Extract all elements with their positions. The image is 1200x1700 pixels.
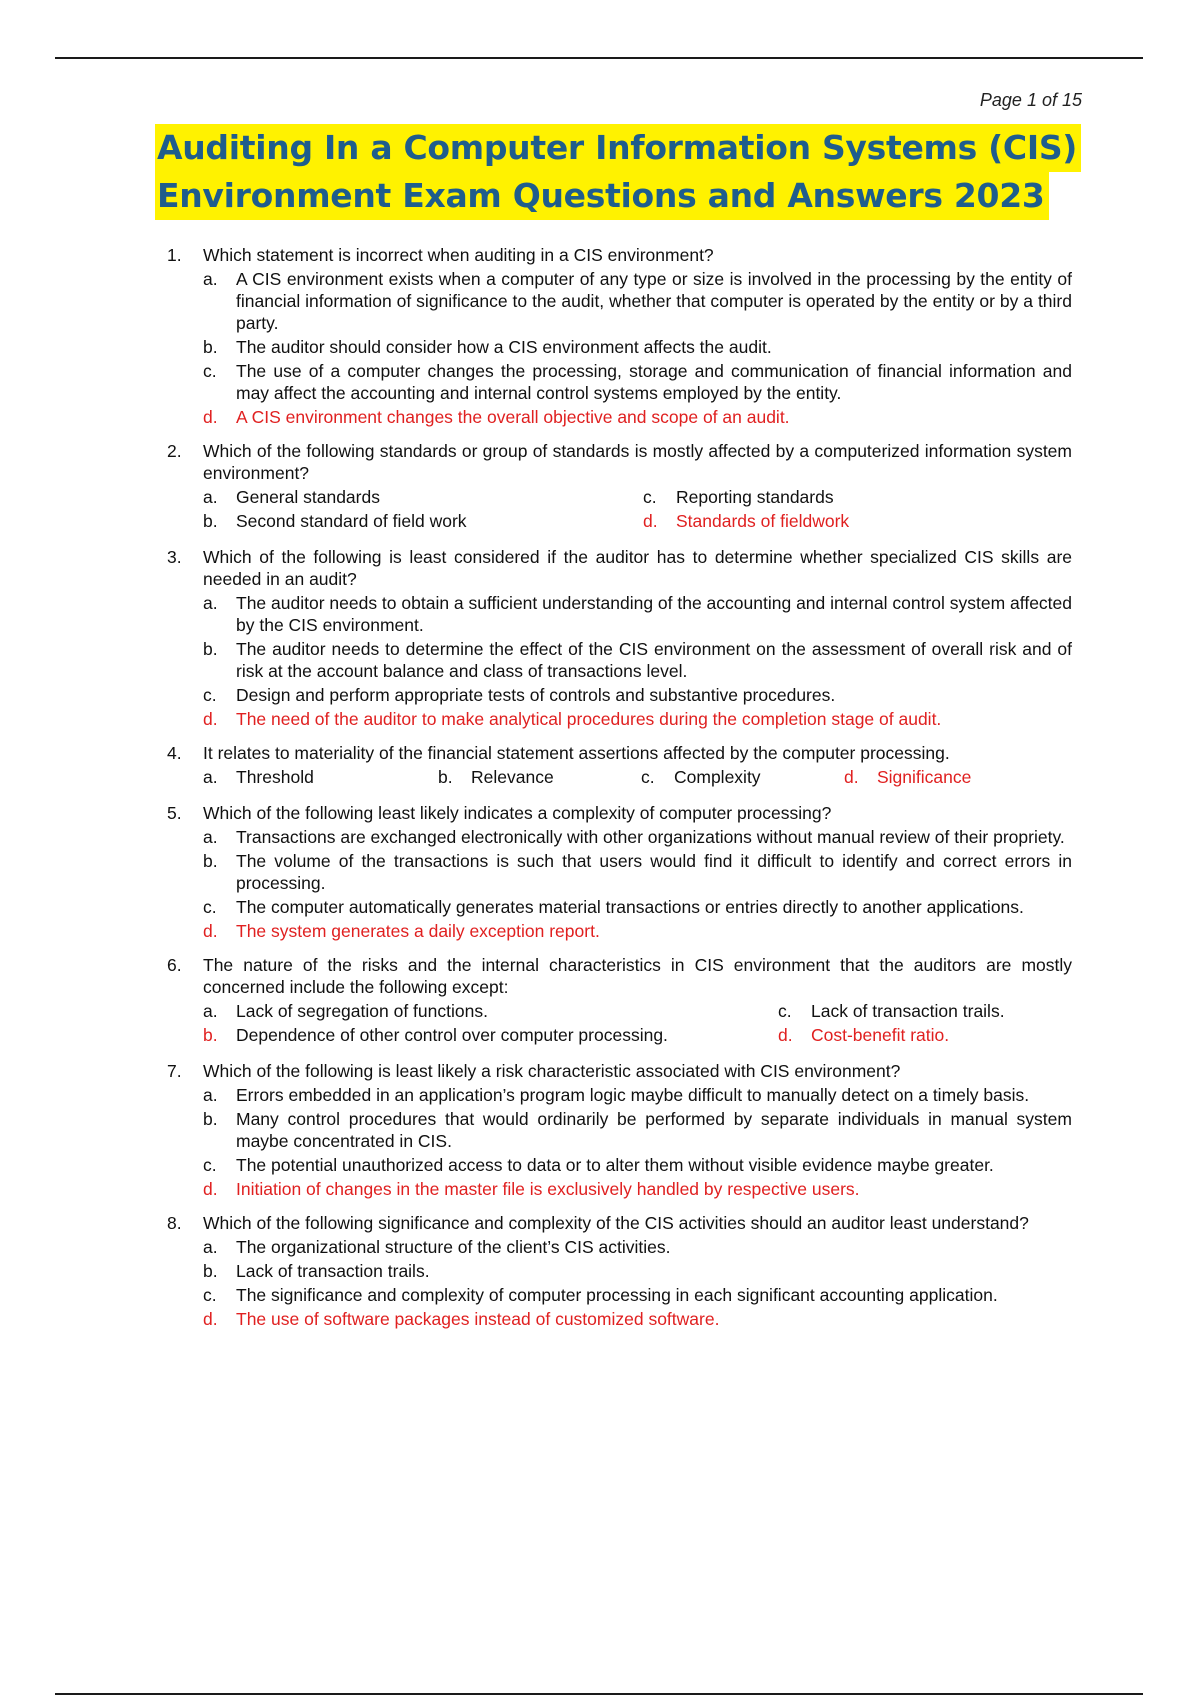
option-text: Threshold [236,767,314,787]
option-d-answer [203,708,1072,730]
option-text: Second standard of field work [236,511,467,531]
option-letter: d. [203,921,218,941]
option-letter: d. [203,1309,218,1329]
option-letter: a. [203,827,218,847]
page-number: Page 1 of 15 [979,90,1082,110]
option-letter: c. [203,1155,217,1175]
option-b [203,638,1072,682]
option-text: General standards [236,487,380,507]
option-b [203,336,1072,358]
option-text: Standards of fieldwork [676,511,850,531]
question-text: Which of the following significance and complexity of the CIS activities should an auditor least understand? [203,1213,1029,1233]
option-letter: c. [203,1285,217,1305]
question-number: 1. [167,245,182,265]
option-text: A CIS environment exists when a computer of any type or size is involved in the processing by the entity of financial information of significance to the audit, whether that computer is operated by the entity or by a third party. [236,269,1072,333]
option-text: Cost-benefit ratio. [811,1025,950,1045]
option-grid [203,766,1072,790]
question-7 [167,1060,1072,1200]
option-letter: c. [203,685,217,705]
option-text: Relevance [471,767,554,787]
option-a [203,1000,778,1022]
option-c [643,486,1072,508]
question-number: 4. [167,743,182,763]
option-letter: d. [643,511,658,531]
option-grid [203,486,1072,534]
question-number: 3. [167,547,182,567]
question-1 [167,244,1072,428]
option-text: Lack of transaction trails. [236,1261,430,1281]
question-2 [167,440,1072,534]
option-b [203,510,643,532]
option-list [203,268,1072,428]
option-d-answer [203,1178,1072,1200]
option-text: The potential unauthorized access to data or to alter them without visible evidence maybe greater. [236,1155,994,1175]
option-c [203,1154,1072,1176]
option-text: Significance [877,767,972,787]
option-letter: c. [641,767,655,787]
option-c [203,360,1072,404]
question-3 [167,546,1072,730]
document-title [155,124,1078,220]
question-list [167,244,1072,1342]
option-letter: d. [778,1025,793,1045]
question-text: Which of the following is least considered if the auditor has to determine whether specialized CIS skills are needed in an audit? [203,547,1072,589]
option-letter: a. [203,269,218,289]
question-number: 7. [167,1061,182,1081]
option-text: A CIS environment changes the overall objective and scope of an audit. [236,407,790,427]
question-text: Which of the following is least likely a risk characteristic associated with CIS environment? [203,1061,901,1081]
title-line-2: Environment Exam Questions and Answers 2023 [155,172,1049,220]
option-a [203,826,1072,848]
option-letter: a. [203,593,218,613]
option-letter: b. [203,1025,218,1045]
option-d-answer [203,920,1072,942]
option-list [203,1236,1072,1330]
option-letter: a. [203,767,218,787]
option-letter: b. [203,851,218,871]
question-text: Which of the following standards or group of standards is mostly affected by a computerized information system environment? [203,441,1072,483]
question-5 [167,802,1072,942]
option-text: The auditor should consider how a CIS environment affects the audit. [236,337,772,357]
option-b [203,850,1072,894]
option-letter: d. [203,407,218,427]
option-grid [203,1000,1072,1048]
title-line-1: Auditing In a Computer Information Systems (CIS) [155,124,1081,172]
option-text: Transactions are exchanged electronically with other organizations without manual review of their propriety. [236,827,1065,847]
option-text: The need of the auditor to make analytical procedures during the completion stage of audit. [236,709,942,729]
option-a [203,268,1072,334]
option-letter: c. [778,1001,792,1021]
option-text: The system generates a daily exception report. [236,921,600,941]
option-letter: c. [643,487,657,507]
top-rule [55,57,1143,59]
option-text: The auditor needs to determine the effect of the CIS environment on the assessment of overall risk and of risk at the account balance and class of transactions level. [236,639,1072,681]
option-letter: a. [203,1001,218,1021]
option-text: Many control procedures that would ordinarily be performed by separate individuals in manual system maybe concentrated in CIS. [236,1109,1072,1151]
option-letter: b. [203,337,218,357]
option-letter: b. [203,639,218,659]
option-a [203,486,643,508]
option-text: Dependence of other control over computer processing. [236,1025,668,1045]
option-letter: a. [203,1237,218,1257]
option-letter: d. [203,1179,218,1199]
option-c [641,766,844,788]
option-text: The volume of the transactions is such that users would find it difficult to identify and correct errors in processing. [236,851,1072,893]
option-a [203,1084,1072,1106]
option-d-answer [203,1308,1072,1330]
option-letter: c. [203,361,217,381]
question-number: 8. [167,1213,182,1233]
option-letter: a. [203,487,218,507]
option-a [203,1236,1072,1258]
option-a [203,592,1072,636]
option-b [438,766,641,788]
bottom-rule [55,1693,1143,1695]
option-letter: b. [203,1109,218,1129]
question-number: 2. [167,441,182,461]
option-d-answer [203,406,1072,428]
option-text: The computer automatically generates material transactions or entries directly to another applications. [236,897,1024,917]
option-letter: c. [203,897,217,917]
question-number: 5. [167,803,182,823]
option-text: Reporting standards [676,487,834,507]
option-c [203,684,1072,706]
question-text: It relates to materiality of the financial statement assertions affected by the computer processing. [203,743,950,763]
option-letter: d. [844,767,859,787]
option-letter: b. [438,767,453,787]
option-letter: a. [203,1085,218,1105]
option-d-answer [778,1024,1072,1046]
option-text: The use of software packages instead of customized software. [236,1309,720,1329]
question-text: Which of the following least likely indicates a complexity of computer processing? [203,803,832,823]
question-6 [167,954,1072,1048]
option-d-answer [844,766,1072,788]
question-8 [167,1212,1072,1330]
option-letter: d. [203,709,218,729]
option-text: The organizational structure of the client’s CIS activities. [236,1237,671,1257]
option-d-answer [643,510,1072,532]
option-b [203,1108,1072,1152]
option-text: Lack of transaction trails. [811,1001,1005,1021]
option-text: Lack of segregation of functions. [236,1001,488,1021]
option-text: The significance and complexity of computer processing in each significant accounting application. [236,1285,998,1305]
option-text: Design and perform appropriate tests of controls and substantive procedures. [236,685,836,705]
option-a [203,766,438,788]
option-c [203,1284,1072,1306]
option-letter: b. [203,511,218,531]
option-list [203,1084,1072,1200]
question-number: 6. [167,955,182,975]
option-letter: b. [203,1261,218,1281]
option-b [203,1260,1072,1282]
option-c [778,1000,1072,1022]
question-text: The nature of the risks and the internal characteristics in CIS environment that the auditors are mostly concerned include the following except: [203,955,1072,997]
option-text: Initiation of changes in the master file is exclusively handled by respective users. [236,1179,860,1199]
option-list [203,592,1072,730]
question-4 [167,742,1072,790]
option-text: Complexity [674,767,761,787]
option-c [203,896,1072,918]
option-text: The use of a computer changes the processing, storage and communication of financial information and may affect the accounting and internal control systems employed by the entity. [236,361,1072,403]
option-text: Errors embedded in an application’s program logic maybe difficult to manually detect on a timely basis. [236,1085,1030,1105]
option-text: The auditor needs to obtain a sufficient understanding of the accounting and internal control system affected by the CIS environment. [236,593,1073,635]
question-text: Which statement is incorrect when auditing in a CIS environment? [203,245,714,265]
option-list [203,826,1072,942]
option-b [203,1024,778,1046]
